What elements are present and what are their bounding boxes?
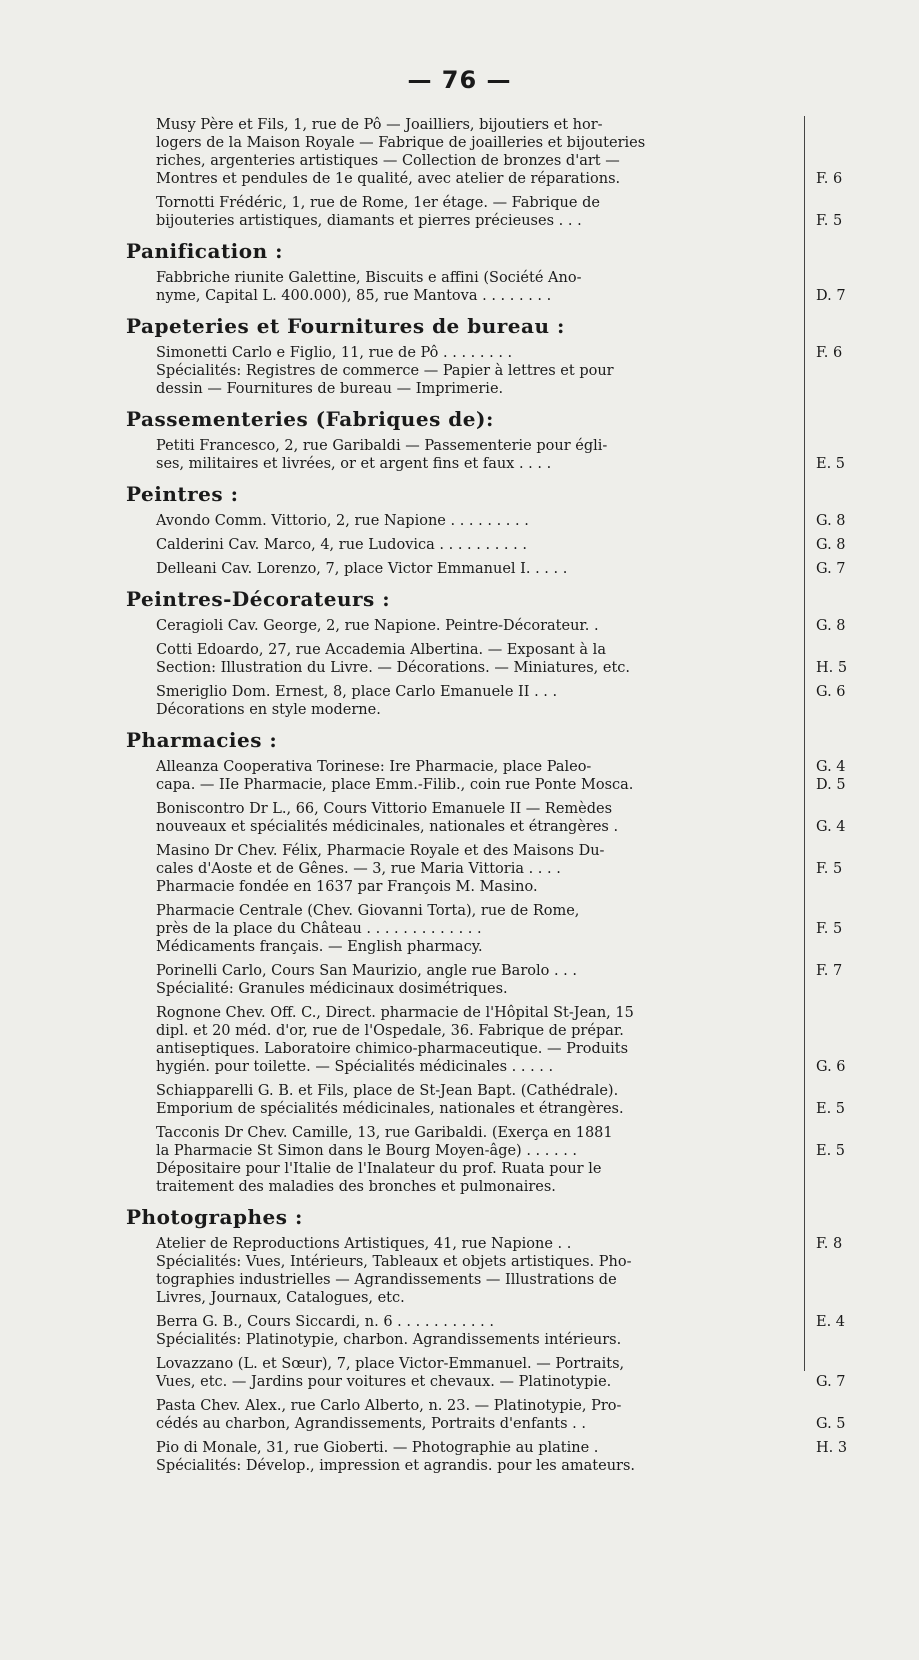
- entry-line: [156, 194, 906, 212]
- entry-line: [156, 560, 906, 578]
- directory-entry: [156, 1124, 906, 1196]
- directory-entry: [156, 560, 906, 578]
- entry-text: cales d'Aoste et de Gênes. — 3, rue Maria Vittoria . . . .: [156, 861, 561, 877]
- entry-line: [156, 1082, 906, 1100]
- entry-text: Atelier de Reproductions Artistiques, 41, rue Napione . .: [156, 1236, 572, 1252]
- entry-text: traitement des maladies des bronches et pulmonaires.: [156, 1179, 556, 1195]
- directory-listing: [126, 116, 906, 1481]
- directory-entry: [156, 641, 906, 677]
- section-heading: Photographes :: [126, 1205, 303, 1229]
- entry-line: [156, 212, 906, 230]
- entry-line: [156, 842, 906, 860]
- entry-text: Pasta Chev. Alex., rue Carlo Alberto, n. 23. — Platinotypie, Pro-: [156, 1398, 622, 1414]
- entry-text: Spécialités: Vues, Intérieurs, Tableaux et objets artistiques. Pho-: [156, 1254, 632, 1270]
- entry-line: [156, 1289, 906, 1307]
- directory-entry: [156, 1082, 906, 1118]
- map-reference: E. 5: [816, 1143, 846, 1159]
- entry-text: Calderini Cav. Marco, 4, rue Ludovica . . . . . . . . . .: [156, 537, 527, 553]
- entry-line: [156, 269, 906, 287]
- entry-text: Montres et pendules de 1e qualité, avec atelier de réparations.: [156, 171, 621, 187]
- map-reference: G. 8: [816, 537, 846, 553]
- directory-entry: [156, 842, 906, 896]
- directory-entry: [156, 902, 906, 956]
- entry-line: [156, 980, 906, 998]
- directory-entry: [156, 116, 906, 188]
- directory-entry: [156, 1355, 906, 1391]
- entry-text: Petiti Francesco, 2, rue Garibaldi — Passementerie pour égli-: [156, 438, 608, 454]
- entry-text: Boniscontro Dr L., 66, Cours Vittorio Emanuele II — Remèdes: [156, 801, 613, 817]
- entry-line: [156, 659, 906, 677]
- entry-text: dipl. et 20 méd. d'or, rue de l'Ospedale, 36. Fabrique de prépar.: [156, 1023, 624, 1039]
- map-reference: D. 7: [816, 288, 846, 304]
- entry-line: [156, 344, 906, 362]
- entry-line: [156, 617, 906, 635]
- entry-line: [156, 1253, 906, 1271]
- entry-text: Berra G. B., Cours Siccardi, n. 6 . . . . . . . . . . .: [156, 1314, 494, 1330]
- directory-entry: [156, 617, 906, 635]
- section: [126, 404, 906, 473]
- entry-line: [156, 1313, 906, 1331]
- entry-line: [156, 1235, 906, 1253]
- map-reference: E. 4: [816, 1314, 846, 1330]
- entry-line: [156, 380, 906, 398]
- entry-text: Cotti Edoardo, 27, rue Accademia Albertina. — Exposant à la: [156, 642, 606, 658]
- directory-entry: [156, 800, 906, 836]
- map-reference: G. 4: [816, 759, 846, 775]
- entry-line: [156, 536, 906, 554]
- entry-line: [156, 287, 906, 305]
- entry-text: Masino Dr Chev. Félix, Pharmacie Royale et des Maisons Du-: [156, 843, 605, 859]
- entry-line: [156, 1124, 906, 1142]
- entry-line: [156, 920, 906, 938]
- map-reference: F. 5: [816, 213, 843, 229]
- entry-text: Musy Père et Fils, 1, rue de Pô — Joailliers, bijoutiers et hor-: [156, 117, 603, 133]
- directory-entry: [156, 344, 906, 398]
- directory-entry: [156, 1004, 906, 1076]
- directory-entry: [156, 1439, 906, 1475]
- page-number: — 76 —: [407, 66, 512, 94]
- entry-line: [156, 1022, 906, 1040]
- section: [126, 725, 906, 1196]
- directory-entry: [156, 269, 906, 305]
- entry-text: logers de la Maison Royale — Fabrique de joailleries et bijouteries: [156, 135, 646, 151]
- entry-line: [156, 1100, 906, 1118]
- entry-text: la Pharmacie St Simon dans le Bourg Moyen-âge) . . . . . .: [156, 1143, 578, 1159]
- entry-text: Schiapparelli G. B. et Fils, place de St-Jean Bapt. (Cathédrale).: [156, 1083, 619, 1099]
- entry-text: Delleani Cav. Lorenzo, 7, place Victor Emmanuel I. . . . .: [156, 561, 568, 577]
- map-reference: G. 8: [816, 618, 846, 634]
- directory-entry: [156, 1313, 906, 1349]
- entry-line: [156, 437, 906, 455]
- entry-line: [156, 1178, 906, 1196]
- entry-text: capa. — IIe Pharmacie, place Emm.-Filib., coin rue Ponte Mosca.: [156, 777, 634, 793]
- entry-line: [156, 1004, 906, 1022]
- entry-text: Pharmacie fondée en 1637 par François M. Masino.: [156, 879, 538, 895]
- entry-text: près de la place du Château . . . . . . . . . . . . .: [156, 921, 482, 937]
- section: [126, 116, 906, 230]
- entry-line: [156, 758, 906, 776]
- map-reference: F. 6: [816, 171, 843, 187]
- entry-line: [156, 860, 906, 878]
- entry-text: Pharmacie Centrale (Chev. Giovanni Torta), rue de Rome,: [156, 903, 580, 919]
- entry-line: [156, 962, 906, 980]
- map-reference: F. 7: [816, 963, 843, 979]
- entry-line: [156, 1397, 906, 1415]
- directory-entry: [156, 194, 906, 230]
- entry-line: [156, 362, 906, 380]
- map-reference: H. 3: [816, 1440, 848, 1456]
- entry-text: ses, militaires et livrées, or et argent fins et faux . . . .: [156, 456, 552, 472]
- entry-line: [156, 152, 906, 170]
- entry-text: Fabbriche riunite Galettine, Biscuits e affini (Société Ano-: [156, 270, 582, 286]
- entry-text: Dépositaire pour l'Italie de l'Inalateur du prof. Ruata pour le: [156, 1161, 602, 1177]
- map-reference: G. 7: [816, 1374, 846, 1390]
- entry-line: [156, 902, 906, 920]
- directory-entry: [156, 512, 906, 530]
- entry-text: Alleanza Cooperativa Torinese: Ire Pharmacie, place Paleo-: [156, 759, 592, 775]
- section: [126, 236, 906, 305]
- entry-line: [156, 1439, 906, 1457]
- entry-line: [156, 134, 906, 152]
- section: [126, 479, 906, 578]
- entry-line: [156, 1271, 906, 1289]
- entry-line: [156, 800, 906, 818]
- entry-text: Médicaments français. — English pharmacy.: [156, 939, 483, 955]
- entry-text: Décorations en style moderne.: [156, 702, 381, 718]
- section-heading: Peintres :: [126, 482, 239, 506]
- map-reference: E. 5: [816, 456, 846, 472]
- entry-text: Pio di Monale, 31, rue Gioberti. — Photographie au platine .: [156, 1440, 599, 1456]
- map-reference: E. 5: [816, 1101, 846, 1117]
- directory-entry: [156, 536, 906, 554]
- entry-line: [156, 170, 906, 188]
- section-heading: Peintres-Décorateurs :: [126, 587, 391, 611]
- entry-text: Porinelli Carlo, Cours San Maurizio, angle rue Barolo . . .: [156, 963, 577, 979]
- entry-text: Spécialité: Granules médicinaux dosimétriques.: [156, 981, 508, 997]
- entry-line: [156, 1142, 906, 1160]
- entry-text: Simonetti Carlo e Figlio, 11, rue de Pô . . . . . . . .: [156, 345, 513, 361]
- map-reference: G. 7: [816, 561, 846, 577]
- map-reference: H. 5: [816, 660, 848, 676]
- entry-text: dessin — Fournitures de bureau — Imprimerie.: [156, 381, 504, 397]
- entry-text: Avondo Comm. Vittorio, 2, rue Napione . . . . . . . . .: [156, 513, 529, 529]
- map-reference: F. 8: [816, 1236, 843, 1252]
- entry-text: cédés au charbon, Agrandissements, Portraits d'enfants . .: [156, 1416, 587, 1432]
- entry-line: [156, 1331, 906, 1349]
- map-reference: G. 6: [816, 1059, 846, 1075]
- entry-line: [156, 701, 906, 719]
- section: [126, 311, 906, 398]
- entry-text: Tacconis Dr Chev. Camille, 13, rue Garibaldi. (Exerça en 1881: [156, 1125, 613, 1141]
- entry-line: [156, 878, 906, 896]
- entry-text: riches, argenteries artistiques — Collection de bronzes d'art —: [156, 153, 620, 169]
- section-heading: Passementeries (Fabriques de):: [126, 407, 494, 431]
- map-reference: G. 8: [816, 513, 846, 529]
- map-reference: G. 5: [816, 1416, 846, 1432]
- entry-line: [156, 776, 906, 794]
- entry-text: Livres, Journaux, Catalogues, etc.: [156, 1290, 405, 1306]
- map-reference: G. 4: [816, 819, 846, 835]
- entry-text: Spécialités: Dévelop., impression et agrandis. pour les amateurs.: [156, 1458, 636, 1474]
- directory-entry: [156, 758, 906, 794]
- entry-text: bijouteries artistiques, diamants et pierres précieuses . . .: [156, 213, 582, 229]
- entry-text: Emporium de spécialités médicinales, nationales et étrangères.: [156, 1101, 624, 1117]
- entry-text: tographies industrielles — Agrandissements — Illustrations de: [156, 1272, 617, 1288]
- section-heading: Panification :: [126, 239, 283, 263]
- map-reference: F. 5: [816, 921, 843, 937]
- map-reference: F. 5: [816, 861, 843, 877]
- entry-line: [156, 1373, 906, 1391]
- entry-text: Vues, etc. — Jardins pour voitures et chevaux. — Platinotypie.: [156, 1374, 612, 1390]
- entry-text: Spécialités: Registres de commerce — Papier à lettres et pour: [156, 363, 614, 379]
- directory-entry: [156, 962, 906, 998]
- map-reference: D. 5: [816, 777, 846, 793]
- directory-entry: [156, 437, 906, 473]
- entry-line: [156, 1040, 906, 1058]
- entry-text: Smeriglio Dom. Ernest, 8, place Carlo Emanuele II . . .: [156, 684, 558, 700]
- entry-line: [156, 938, 906, 956]
- entry-text: nyme, Capital L. 400.000), 85, rue Mantova . . . . . . . .: [156, 288, 552, 304]
- entry-line: [156, 1355, 906, 1373]
- section-heading: Pharmacies :: [126, 728, 278, 752]
- entry-line: [156, 818, 906, 836]
- entry-text: nouveaux et spécialités médicinales, nationales et étrangères .: [156, 819, 619, 835]
- entry-line: [156, 1457, 906, 1475]
- entry-text: antiseptiques. Laboratoire chimico-pharmaceutique. — Produits: [156, 1041, 629, 1057]
- section: [126, 584, 906, 719]
- directory-entry: [156, 1235, 906, 1307]
- entry-text: Section: Illustration du Livre. — Décorations. — Miniatures, etc.: [156, 660, 631, 676]
- entry-line: [156, 116, 906, 134]
- entry-line: [156, 1160, 906, 1178]
- entry-text: Tornotti Frédéric, 1, rue de Rome, 1er étage. — Fabrique de: [156, 195, 600, 211]
- section: [126, 1202, 906, 1475]
- entry-line: [156, 683, 906, 701]
- map-reference: F. 6: [816, 345, 843, 361]
- entry-line: [156, 1058, 906, 1076]
- entry-text: Ceragioli Cav. George, 2, rue Napione. Peintre-Décorateur. .: [156, 618, 599, 634]
- directory-entry: [156, 683, 906, 719]
- entry-line: [156, 1415, 906, 1433]
- entry-text: Lovazzano (L. et Sœur), 7, place Victor-Emmanuel. — Portraits,: [156, 1356, 625, 1372]
- entry-line: [156, 455, 906, 473]
- entry-text: Spécialités: Platinotypie, charbon. Agrandissements intérieurs.: [156, 1332, 622, 1348]
- map-reference: G. 6: [816, 684, 846, 700]
- entry-text: hygién. pour toilette. — Spécialités médicinales . . . . .: [156, 1059, 554, 1075]
- directory-entry: [156, 1397, 906, 1433]
- entry-line: [156, 641, 906, 659]
- entry-text: Rognone Chev. Off. C., Direct. pharmacie de l'Hôpital St-Jean, 15: [156, 1005, 634, 1021]
- section-heading: Papeteries et Fournitures de bureau :: [126, 314, 565, 338]
- entry-line: [156, 512, 906, 530]
